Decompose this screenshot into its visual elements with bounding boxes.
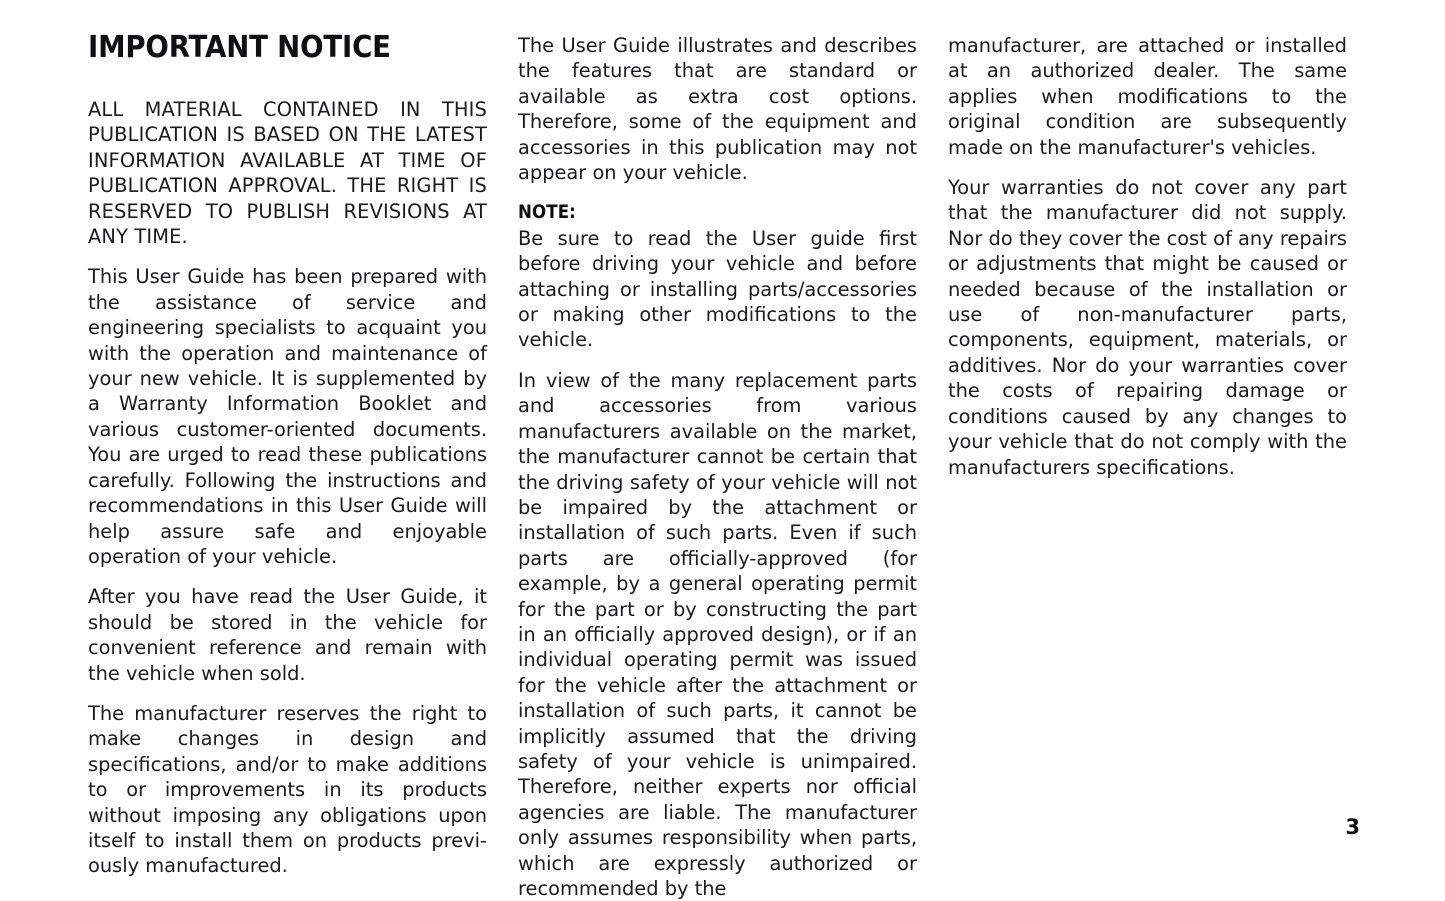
text-column-2 bbox=[518, 33, 917, 901]
text-column-3 bbox=[948, 33, 1347, 480]
paragraph-legal-notice: ALL MATERIAL CONTAINED IN THIS PUBLICATION IS BASED ON THE LATEST INFORMATION AVAILABLE AT TIME OF PUBLICATION APPROVAL. THE RIGHT IS RESERVED TO PUBLISH REVISIONS AT ANY TIME. bbox=[88, 98, 487, 249]
paragraph-warranty-coverage: Your warranties do not cover any part that the manufacturer did not supply. Nor do they cover the cost of any repairs or adjustments that might be caused or needed because of the installation or use of non-manufacturer parts, components, equipment, materials, or additives. Nor do your warranties cover the costs of repairing damage or conditions caused by any changes to your vehicle that do not comply with the manufacturers specifications. bbox=[948, 176, 1347, 479]
three-column-text-body bbox=[88, 30, 1347, 900]
note-label: NOTE: bbox=[518, 202, 576, 224]
paragraph-manufacturer-rights: The manufacturer reserves the right to make changes in design and specifications, and/or to make additions to or improvements in its products without imposing any obligations upon itself to install them on products previously manufactured. bbox=[88, 701, 487, 878]
paragraph-replacement-parts-liability: In view of the many replacement parts and accessories from various manufacturers available on the market, the manufacturer cannot be certain that the driving safety of your vehicle will not be impaired by the attachment or installation of such parts. Even if such parts are officially-approved (for example, by a general operating permit for the part or by constructing the part in an officially approved design), or if an individual operating permit was issued for the vehicle after the attachment or installation of such parts, it cannot be implicitly assumed that the driving safety of your vehicle is unimpaired. Therefore, neither experts nor official agencies are liable. The manufacturer only assumes responsibility when parts, which are expressly authorized or recommended by the bbox=[518, 368, 917, 900]
paragraph-storage-in-vehicle: After you have read the User Guide, it should be stored in the vehicle for convenient reference and remain with the vehicle when sold. bbox=[88, 585, 487, 685]
note-body-text: Be sure to read the User guide first before driving your vehicle and before attaching or installing parts/accessories or making other modifications to the vehicle. bbox=[518, 226, 917, 352]
page-number: 3 bbox=[1345, 815, 1360, 839]
page-title: IMPORTANT NOTICE bbox=[88, 30, 391, 65]
text-column-1 bbox=[88, 30, 487, 879]
note-block bbox=[518, 200, 917, 352]
paragraph-features-described: The User Guide illustrates and describes the features that are standard or available as extra cost options. Therefore, some of the equipment and accessories in this publication may not appear on your vehicle. bbox=[518, 34, 917, 185]
paragraph-user-guide-preparation: This User Guide has been prepared with the assistance of service and engineering specialists to acquaint you with the operation and maintenance of your new vehicle. It is supplemented by a Warranty Information Booklet and various customer-oriented documents. You are urged to read these publications carefully. Following the instructions and recommendations in this User Guide will help assure safe and enjoyable operation of your vehicle. bbox=[88, 265, 487, 568]
paragraph-authorized-dealer-continued: manufacturer, are attached or installed at an authorized dealer. The same applies when modifications to the original condition are subsequently made on the manufacturer's vehicles. bbox=[948, 34, 1347, 159]
